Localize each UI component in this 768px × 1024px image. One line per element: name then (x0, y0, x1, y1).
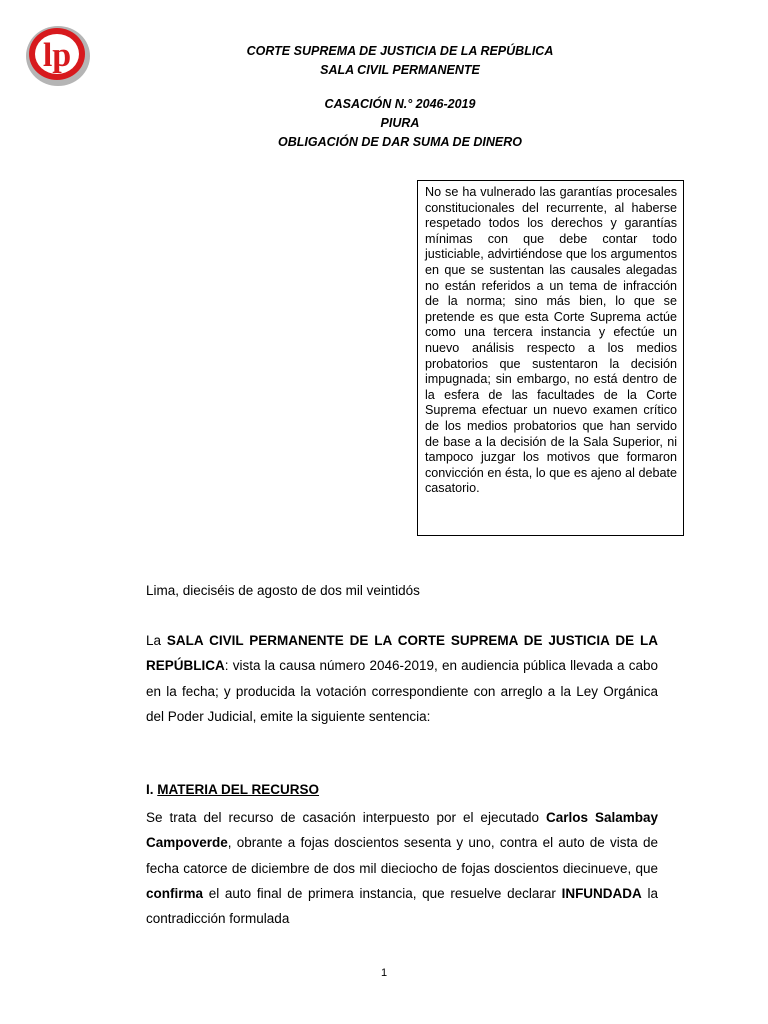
section-heading (146, 782, 319, 797)
section-number: I. (146, 782, 158, 797)
case-matter: OBLIGACIÓN DE DAR SUMA DE DINERO (278, 135, 522, 149)
section-title: MATERIA DEL RECURSO (157, 782, 320, 797)
case-number: CASACIÓN N.° 2046-2019 (324, 97, 476, 111)
appellant-name: Carlos Salambay Campoverde (146, 810, 658, 851)
section-text-2: , obrante a fojas doscientos sesenta y uno, contra el auto de vista de fecha catorce de diciembre de dos mil dieciocho de fojas doscientos diecinueve, que (146, 835, 658, 876)
summary-box (417, 180, 684, 536)
court-name: CORTE SUPREMA DE JUSTICIA DE LA REPÚBLICA (246, 44, 554, 58)
logo-text: lp (42, 37, 72, 74)
intro-rest: : vista la causa número 2046-2019, en audiencia pública llevada a cabo en la fecha; y producida la votación correspondiente con arreglo a la Ley Orgánica del Poder Judicial, emite la siguiente sentencia: (146, 658, 658, 724)
confirma-bold: confirma (146, 885, 204, 901)
section-text-1: Se trata del recurso de casación interpuesto por el ejecutado (146, 810, 546, 825)
case-place: PIURA (380, 116, 420, 130)
summary-text: No se ha vulnerado las garantías procesales constitucionales del recurrente, al haberse respetado todos los derechos y garantías mínimas con que debe contar todo justiciable, advirtiéndose que los argumentos en que se sustentan las causales alegadas no están referidos a un tema de infracción de la norma; sino más bien, lo que se pretende es que esta Corte Suprema actúe como una tercera instancia y efectúe un nuevo análisis respecto a los medios probatorios que sustentaron la decisión impugnada; sin embargo, no está dentro de la esfera de las facultades de la Corte Suprema efectuar un nuevo examen crítico de los medios probatorios que han servido de base a la decisión de la Sala Superior, ni tampoco juzgar los motivos que formaron convicción en ésta, lo que es ajeno al debate casatorio. (425, 185, 677, 496)
infundada-bold: INFUNDADA (561, 885, 642, 901)
date-line: Lima, dieciséis de agosto de dos mil veintidós (146, 583, 420, 598)
page-number: 1 (380, 967, 388, 979)
intro-paragraph (146, 628, 658, 729)
intro-court-bold: SALA CIVIL PERMANENTE DE LA CORTE SUPREMA DE JUSTICIA DE LA REPÚBLICA (146, 633, 658, 674)
section-text-4: la contradicción formulada (146, 885, 659, 927)
chamber-name: SALA CIVIL PERMANENTE (320, 63, 480, 77)
lp-logo (24, 24, 92, 88)
intro-prefix: La (146, 633, 167, 648)
section-paragraph (146, 805, 658, 931)
section-text-3: el auto final de primera instancia, que resuelve declarar (203, 885, 562, 901)
